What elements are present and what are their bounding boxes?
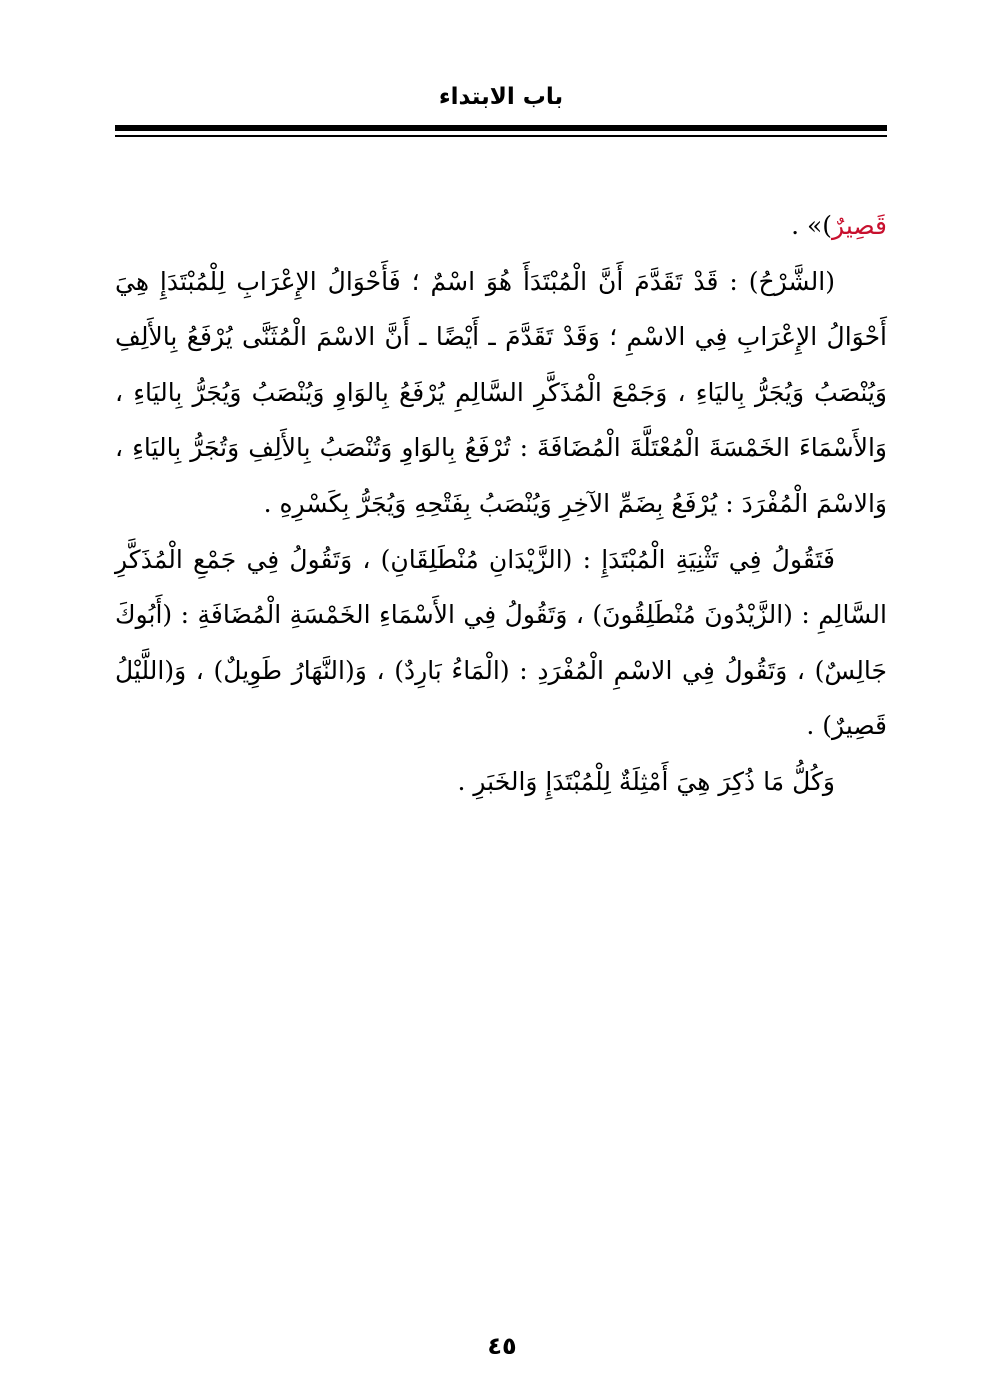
header-rule-thin [115,135,887,137]
page-number: ٤٥ [487,1332,517,1360]
header-rule-thick [115,125,887,131]
paragraph-explanation: (الشَّرْحُ) : قَدْ تَقَدَّمَ أَنَّ الْمُبْتَدَأَ هُوَ اسْمٌ ؛ فَأَحْوَالُ الإِعْرَابِ لِلْمُبْتَدَإِ هِيَ أَحْوَالُ الإِعْرَابِ فِي الاسْمِ ؛ وَقَدْ تَقَدَّمَ ـ أَيْضًا ـ أَنَّ الاسْمَ الْمُثَنَّى يُرْفَعُ بِالأَلِفِ وَيُنْصَبُ وَيُجَرُّ بِاليَاءِ ، وَجَمْعَ الْمُذَكَّرِ السَّالِمِ يُرْفَعُ بِالوَاوِ وَيُنْصَبُ وَيُجَرُّ بِاليَاءِ ، وَالأَسْمَاءَ الخَمْسَةَ الْمُعْتَلَّةَ الْمُضَافَةَ : تُرْفَعُ بِالوَاوِ وَتُنْصَبُ بِالأَلِفِ وَتُجَرُّ بِاليَاءِ ، وَالاسْمَ الْمُفْرَدَ : يُرْفَعُ بِضَمِّ الآخِرِ وَيُنْصَبُ بِفَتْحِهِ وَيُجَرُّ بِكَسْرِهِ . [115,266,887,518]
continuation-tail: )» . [791,211,833,240]
body-text [115,198,887,810]
continuation-quote: قَصِيرٌ [832,211,887,240]
continuation-line [115,198,887,254]
paragraph-conclusion: وَكُلُّ مَا ذُكِرَ هِيَ أَمْثِلَةٌ لِلْمُبْتَدَإِ وَالخَبَرِ . [457,766,835,796]
running-header: باب الابتداء [438,84,564,110]
paragraph-examples: فَتَقُولُ فِي تَثْنِيَةِ الْمُبْتَدَإِ : (الزَّيْدَانِ مُنْطَلِقَانِ) ، وَتَقُولُ فِي جَمْعِ الْمُذَكَّرِ السَّالِمِ : (الزَّيْدُونَ مُنْطَلِقُونَ) ، وَتَقُولُ فِي الأَسْمَاءِ الخَمْسَةِ الْمُضَافَةِ : (أَبُوكَ جَالِسٌ) ، وَتَقُولُ فِي الاسْمِ الْمُفْرَدِ : (الْمَاءُ بَارِدٌ) ، وَ(النَّهَارُ طَوِيلٌ) ، وَ(اللَّيْلُ قَصِيرٌ) . [115,544,887,741]
